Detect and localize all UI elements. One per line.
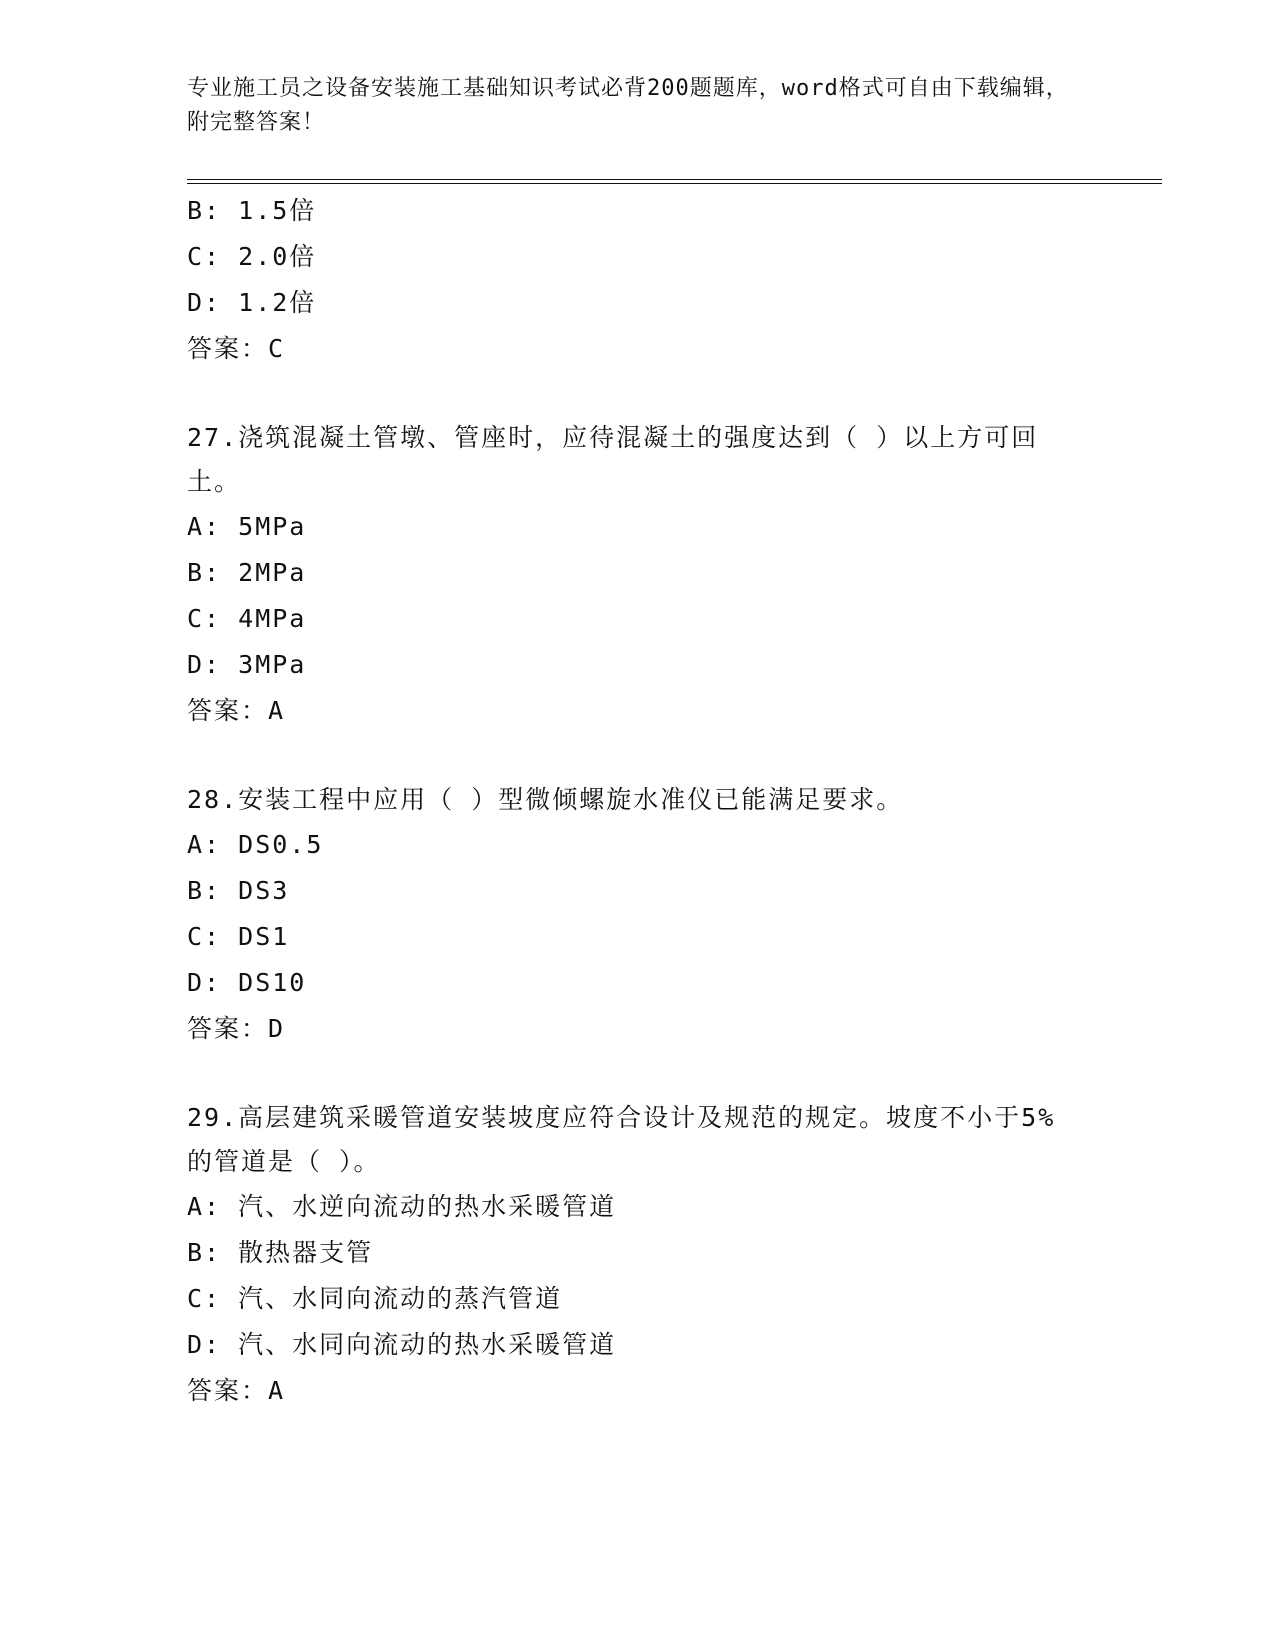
option-b: B: DS3 — [187, 876, 290, 905]
option-d: D: 3MPa — [187, 650, 307, 679]
option-b: B: 1.5倍 — [187, 196, 317, 225]
option-b: B: 2MPa — [187, 558, 307, 587]
question-28 — [187, 778, 1087, 1052]
answer-line — [187, 326, 1087, 372]
option-d: D: 汽、水同向流动的热水采暖管道 — [187, 1330, 617, 1359]
question-text: 29.高层建筑采暖管道安装坡度应符合设计及规范的规定。坡度不小于5%的管道是（ ）。 — [187, 1103, 1056, 1176]
answer-label: 答案： — [187, 696, 269, 725]
question-27 — [187, 416, 1087, 734]
answer-value: A — [268, 1376, 286, 1405]
option-c: C: DS1 — [187, 922, 290, 951]
answer-value: C — [268, 334, 286, 363]
header-rule-bottom — [187, 183, 1162, 184]
answer-label: 答案： — [187, 1014, 269, 1043]
question-text: 28.安装工程中应用（ ）型微倾螺旋水准仪已能满足要求。 — [187, 785, 904, 814]
answer-label: 答案： — [187, 1376, 269, 1405]
option-b: B: 散热器支管 — [187, 1238, 374, 1267]
question-29 — [187, 1096, 1087, 1414]
answer-label: 答案： — [187, 334, 269, 363]
option-c: C: 汽、水同向流动的蒸汽管道 — [187, 1284, 563, 1313]
option-a: A: 汽、水逆向流动的热水采暖管道 — [187, 1192, 617, 1221]
option-a: A: 5MPa — [187, 512, 307, 541]
answer-line — [187, 1368, 1087, 1414]
question-text: 27.浇筑混凝土管墩、管座时，应待混凝土的强度达到（ ）以上方可回土。 — [187, 423, 1039, 496]
option-c: C: 4MPa — [187, 604, 307, 633]
answer-line — [187, 688, 1087, 734]
carryover-question — [187, 188, 1087, 372]
option-d: D: 1.2倍 — [187, 288, 317, 317]
option-a: A: DS0.5 — [187, 830, 324, 859]
header-rule-top — [187, 179, 1162, 180]
question-list — [187, 188, 1087, 1414]
option-d: D: DS10 — [187, 968, 307, 997]
answer-value: A — [268, 696, 286, 725]
answer-line — [187, 1006, 1087, 1052]
option-c: C: 2.0倍 — [187, 242, 317, 271]
document-header: 专业施工员之设备安装施工基础知识考试必背200题题库，word格式可自由下载编辑，附完整答案！ — [187, 76, 1069, 135]
answer-value: D — [268, 1014, 286, 1043]
